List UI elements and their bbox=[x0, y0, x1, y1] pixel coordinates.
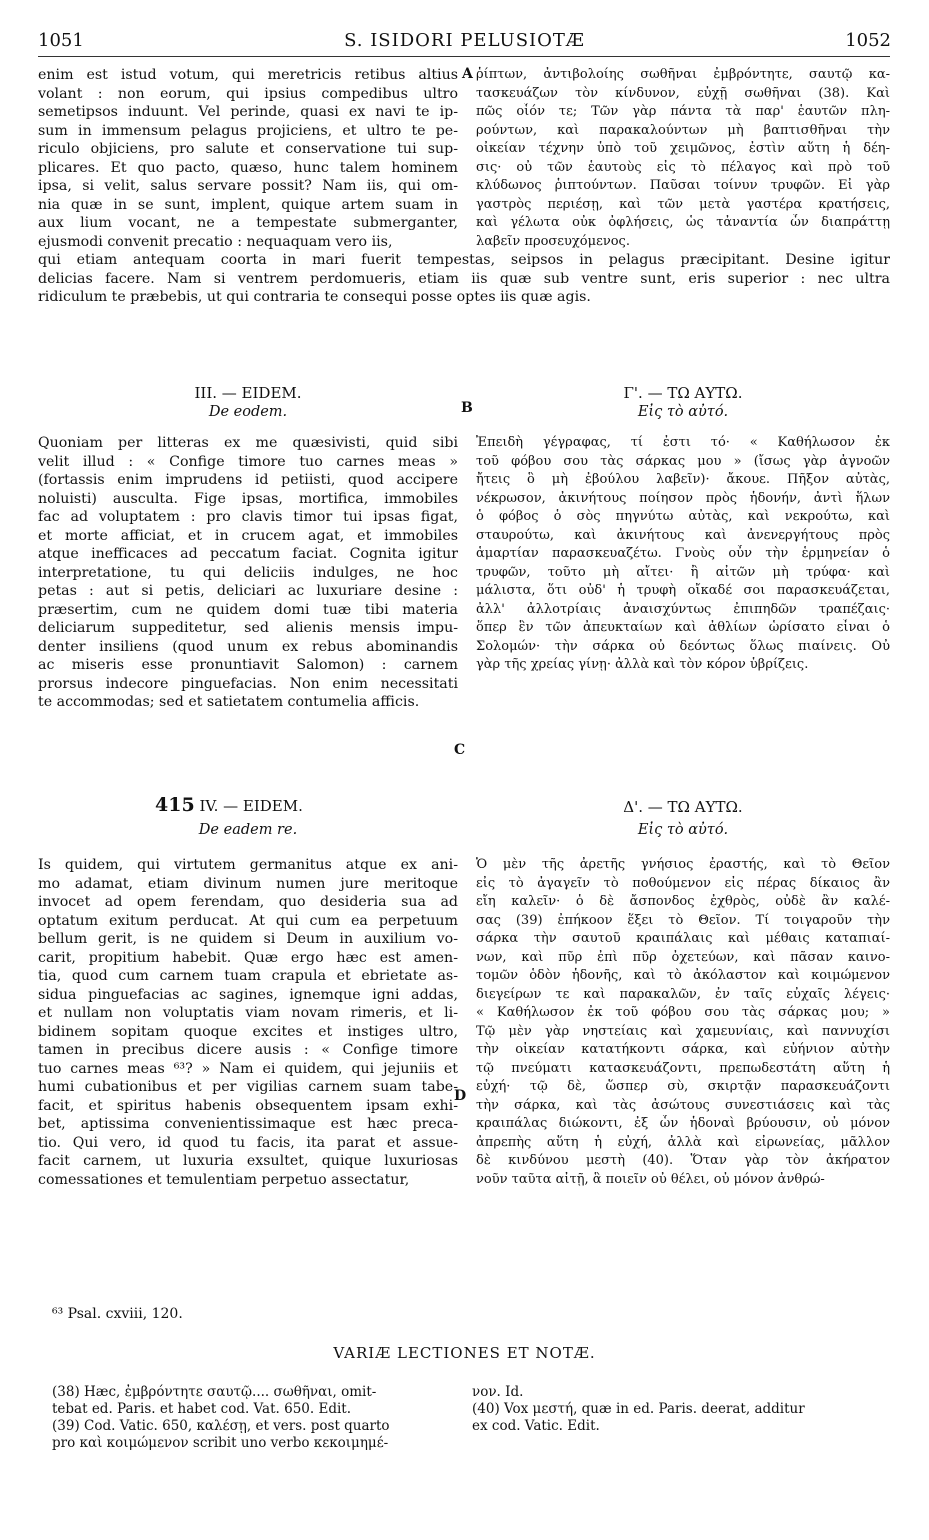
text-line: Is quidem, qui virtutem germanitus atque ex ani- bbox=[38, 857, 458, 873]
section3-greek-column bbox=[476, 434, 890, 675]
text-line: et nullam non voluptatis viam novam rimeris, et li- bbox=[38, 1005, 458, 1021]
section3-greek-subheading: Εἰς τὸ αὐτό. bbox=[637, 404, 729, 420]
margin-letter-d: D bbox=[454, 1088, 467, 1104]
text-line: bidinem sopitam quoque excites et instiges ultro, bbox=[38, 1023, 458, 1040]
text-line: ἀπρεπὴς αὕτη ἡ εὐχή, ἀλλὰ καὶ εἰρωνείας, μᾶλλον bbox=[476, 1134, 890, 1150]
text-line: τοῦ φόβου σου τὰς σάρκας μου » (ἴσως γὰρ ἀγνοῶν bbox=[476, 453, 890, 469]
text-line: (39) Cod. Vatic. 650, καλέσῃ, et vers. post quarto bbox=[52, 1418, 390, 1434]
text-line: εὐχή· τῷ δὲ, ὥσπερ σὺ, σκιρτᾷν παρασκευάζοντι bbox=[476, 1079, 890, 1094]
text-line: fac ad voluptatem : pro clavis timor tui ipsas figat, bbox=[38, 509, 458, 525]
text-line: tio. Qui vero, id quod tu facis, ita parat et assue- bbox=[38, 1134, 458, 1151]
margin-letter-c: C bbox=[454, 742, 466, 758]
text-line: atque inefficaces ad peccatum faciat. Cognita igitur bbox=[38, 546, 458, 562]
text-line: ἀλλ' ἀλλοτρίαις ἀναισχύντως ἐπιπηδῶν τραπέζαις· bbox=[476, 601, 890, 617]
text-line: pro καὶ κοιμώμενον scribit uno verbo κεκοιμημέ- bbox=[52, 1435, 389, 1451]
text-line: denter insiliens (quod unum ex rebus abominandis bbox=[38, 638, 458, 655]
notes-title: VARIÆ LECTIONES ET NOTÆ. bbox=[333, 1344, 596, 1362]
text-line: γαστρὸς περιέσῃ, καὶ τῶν μετὰ γαστέρα κρατήσεις, bbox=[476, 196, 890, 212]
text-line: tamen in precibus dicere ausis : « Confige timore bbox=[38, 1042, 458, 1058]
text-line: γὰρ τῆς χρείας γίνῃ· ἀλλὰ καὶ τὸν κόρον ὑβρίζεις. bbox=[476, 657, 809, 672]
text-line: πῶς οἷόν τε; Τῶν γὰρ πάντα τὰ παρ' ἑαυτῶν πλη- bbox=[476, 104, 890, 119]
text-line: νέκρωσον, ἀκινήτους ποίησον πρὸς ἡδονήν, ἀντὶ ἥλων bbox=[476, 490, 890, 506]
text-line: petas : aut si petis, deliciari ac luxuriare desine : bbox=[38, 583, 458, 599]
text-line: volant : non eorum, qui ipsius compedibus ultro bbox=[38, 85, 458, 102]
margin-letter-b: B bbox=[461, 400, 473, 416]
text-line: οἰκείαν τέχνην ὑπὸ τοῦ χειμῶνος, ἐστὶν αὕτη ἡ δέη- bbox=[476, 141, 890, 156]
text-line: νων, καὶ πῦρ ἐπὶ πῦρ ὀχετεύων, καὶ πᾶσαν καινο- bbox=[476, 949, 890, 965]
page-number-marker: 415 bbox=[155, 794, 195, 816]
text-line: nia quæ in se sunt, implent, quique artem suam in bbox=[38, 196, 458, 213]
text-line: σας (39) ἐπήκοον ἕξει τὸ Θεῖον. Τί τοιγαροῦν τὴν bbox=[476, 912, 890, 928]
footnote: ⁶³ Psal. cxviii, 120. bbox=[52, 1306, 183, 1322]
text-line: et morte afficiat, et in crucem agat, et immobiles bbox=[38, 527, 458, 544]
section3-latin-heading: III. — EIDEM. bbox=[194, 384, 302, 402]
text-line: δὲ κινδύνου μεστὴ (40). Ὅταν γὰρ τὸν ἀκήρατον bbox=[476, 1153, 890, 1168]
text-line: præsertim, cum ne quidem domi tuæ tibi materia bbox=[38, 601, 458, 618]
section4-latin-heading-row bbox=[155, 794, 303, 816]
text-line: ex cod. Vatic. Edit. bbox=[472, 1418, 600, 1434]
text-line: εἴη καλεῖν· ὁ δὲ ἄσπονδος ἐχθρὸς, οὐδὲ ἂν καλέ- bbox=[476, 894, 890, 909]
text-line: διεγείρων τε καὶ παρακαλῶν, ἐν ταῖς εὐχαῖς λέγεις· bbox=[476, 986, 890, 1002]
top-latin-column bbox=[38, 66, 458, 251]
text-line: ejusmodi convenit precatio : nequaquam vero iis, bbox=[38, 233, 393, 250]
text-line: prorsus indecore pinguefacias. Non enim necessitati bbox=[38, 675, 458, 692]
section3-greek-heading: Γ'. — ΤΩ ΑΥΤΩ. bbox=[623, 384, 743, 402]
text-line: ὅπερ ἓν τῶν ἀπευκταίων καὶ ἀθλίων ὡρίσατο εἶναι ὁ bbox=[476, 620, 890, 635]
text-line: deliciarum suppeditetur, sed alienis mensis impu- bbox=[38, 620, 458, 636]
text-line: ridiculum te præbebis, ut qui contraria te consequi posse optes iis quæ agis. bbox=[38, 289, 591, 305]
text-line: carit, propitium habebit. Quæ ergo hæc est amen- bbox=[38, 949, 458, 966]
section4-greek-column bbox=[476, 856, 890, 1189]
text-line: (fortassis enim imprudens id petiisti, quod accipere bbox=[38, 472, 458, 488]
text-line: enim est istud votum, qui meretricis retibus altius bbox=[38, 67, 458, 83]
text-line: mo adamat, etiam divinum numen jure meritoque bbox=[38, 875, 458, 892]
column-number-right: 1052 bbox=[845, 30, 891, 51]
top-greek-column bbox=[476, 66, 890, 251]
text-line: sidua pinguefacias ac sagines, ignemque igni addas, bbox=[38, 986, 458, 1003]
text-line: « Καθήλωσον ἐκ τοῦ φόβου σου τὰς σάρκας μου; » bbox=[476, 1005, 890, 1020]
text-line: noluisti) ausculta. Fige ipsas, mortifica, immobiles bbox=[38, 490, 458, 507]
text-line: qui etiam antequam coorta in mari fuerit tempestas, seipsos in pelagus præcipitant. Desine igitur bbox=[38, 252, 890, 268]
text-line: tebat ed. Paris. et habet cod. Vat. 650. Edit. bbox=[52, 1401, 351, 1417]
text-line: τὴν οἰκείαν κατατήκοντι σάρκα, καὶ εὐήνιον αὐτὴν bbox=[476, 1042, 890, 1057]
text-line: bellum gerit, is ne quidem si Deum in auxilium vo- bbox=[38, 931, 458, 947]
text-line: (38) Hæc, ἐμβρόντητε σαυτῷ.... σωθῆναι, omit- bbox=[52, 1384, 377, 1400]
text-line: ἤτεις ὃ μὴ ἐβούλου λαβεῖν)· ἄκουε. Πῆξον αὐτὰς, bbox=[476, 472, 890, 487]
text-line: ac miseris esse pronuntiavit Salomon) : carnem bbox=[38, 657, 458, 673]
text-line: τὴν σάρκα, καὶ τὰς ἀσώτους συνεστιάσεις καὶ τὰς bbox=[476, 1097, 890, 1113]
section4-greek-heading: Δ'. — ΤΩ ΑΥΤΩ. bbox=[623, 798, 743, 816]
text-line: facit, et spiritus habenis obsequentem ipsam exhi- bbox=[38, 1097, 458, 1114]
text-line: ἁμαρτίαν παρασκευαζέτω. Γνοὺς οὖν τὴν ἑρμηνείαν ὁ bbox=[476, 546, 890, 561]
text-line: sum in immensum pelagus projiciens, et ultro te pe- bbox=[38, 122, 458, 139]
section4-latin-subheading: De eadem re. bbox=[198, 822, 298, 838]
text-line: bet, aptissima convenientissimaque est hæc preca- bbox=[38, 1116, 458, 1132]
section3-latin-column bbox=[38, 434, 458, 712]
text-line: velit illud : « Confige timore tuo carnes meas » bbox=[38, 453, 458, 470]
text-line: riculo objiciens, pro salute et conservatione tui sup- bbox=[38, 141, 458, 157]
text-line: comessationes et temulentiam perpetuo assectatur, bbox=[38, 1171, 410, 1188]
section4-greek-subheading: Εἰς τὸ αὐτό. bbox=[637, 822, 729, 838]
text-line: Ἐπειδὴ γέγραφας, τί ἐστι τό· « Καθήλωσον ἐκ bbox=[476, 435, 890, 450]
top-full-width-text bbox=[38, 251, 890, 307]
column-number-left: 1051 bbox=[38, 30, 84, 51]
notes-left-column bbox=[52, 1384, 458, 1452]
text-line: τομῶν ὁδὸν ἡδονῆς, καὶ τὸ ἀκόλαστον καὶ κοιμώμενον bbox=[476, 968, 890, 983]
text-line: Σολομών· τὴν σάρκα οὐ δεόντως ὅλως πιαίνεις. Οὐ bbox=[476, 638, 890, 654]
text-line: Quoniam per litteras ex me quæsivisti, quid sibi bbox=[38, 435, 458, 451]
text-line: νον. Id. bbox=[472, 1384, 524, 1400]
text-line: ὁ φόβος ὁ σὸς πηγνύτω αὐτὰς, καὶ νεκρούτω, καὶ bbox=[476, 509, 890, 524]
text-line: Ὁ μὲν τῆς ἀρετῆς γνήσιος ἐραστής, καὶ τὸ Θεῖον bbox=[476, 857, 890, 872]
text-line: invocet ad opem ferendam, quo desideria sua ad bbox=[38, 894, 458, 910]
text-line: plicares. Et quo pacto, quæso, hunc talem hominem bbox=[38, 159, 458, 176]
text-line: λαβεῖν προσευχόμενος. bbox=[476, 233, 630, 249]
text-line: καὶ γέλωτα οὐκ ὀφλήσεις, ὡς τἀναντία ὧν διαπράττῃ bbox=[476, 215, 890, 230]
text-line: humi cubationibus et per vigilias carnem suam tabe- bbox=[38, 1079, 458, 1095]
text-line: τῷ πνεύματι κατασκευάζοντι, πρεπωδεστάτη αὕτη ἡ bbox=[476, 1060, 890, 1076]
text-line: νοῦν ταῦτα αἰτῇ, ἃ ποιεῖν οὐ θέλει, οὐ μόνον ἀνθρώ- bbox=[476, 1171, 825, 1187]
text-line: τρυφῶν, τοῦτο μὴ αἴτει· ἢ αἰτῶν μὴ τρύφα· καὶ bbox=[476, 564, 890, 580]
running-title: S. ISIDORI PELUSIOTÆ bbox=[344, 30, 585, 51]
text-line: σταυρούτω, καὶ ἀκινήτους καὶ ἀνενεργήτους πρὸς bbox=[476, 527, 890, 543]
text-line: facit carnem, ut luxuria exsultet, quique luxuriosas bbox=[38, 1153, 458, 1169]
margin-letter-a: A bbox=[462, 66, 473, 82]
text-line: interpretatione, tu qui deliciis indulges, ne hoc bbox=[38, 564, 458, 581]
text-line: semetipsos induunt. Vel perinde, quasi ex navi te ip- bbox=[38, 104, 458, 120]
text-line: κραιπάλας διώκοντι, ἐξ ὧν ἡδοναὶ βρύουσιν, οὐ μόνον bbox=[476, 1116, 890, 1131]
text-line: tuo carnes meas ⁶³? » Nam ei quidem, qui jejuniis et bbox=[38, 1060, 458, 1077]
text-line: optatum exitum perducat. At qui cum ea perpetuum bbox=[38, 912, 458, 929]
text-line: σάρκα τὴν σαυτοῦ κραιπάλαις καὶ μέθαις καταπιαί- bbox=[476, 931, 890, 946]
section4-latin-column bbox=[38, 856, 458, 1189]
notes-right-column bbox=[472, 1384, 890, 1435]
text-line: ρούντων, καὶ παρακαλούντων μὴ βαπτισθῆναι τὴν bbox=[476, 122, 890, 138]
text-line: ipsa, si velit, salus servare possit? Nam iis, qui om- bbox=[38, 178, 458, 194]
text-line: εἰς τὸ ἀγαγεῖν τὸ ποθούμενον εἰς πέρας δίκαιος ἂν bbox=[476, 875, 890, 891]
text-line: aux lium vocant, ne a tempestate submerganter, bbox=[38, 215, 458, 231]
text-line: κλύδωνος ῥιπτούντων. Παῦσαι τοίνυν τρυφῶν. Εἰ γὰρ bbox=[476, 178, 890, 193]
section4-latin-heading: IV. — EIDEM. bbox=[199, 797, 303, 815]
section3-latin-subheading: De eodem. bbox=[208, 404, 288, 420]
text-line: te accommodas; sed et satietatem contumelia afficis. bbox=[38, 694, 420, 710]
text-line: τασκευάζων τὸν κίνδυνον, εὐχῇ σωθῆναι (38). Καὶ bbox=[476, 85, 890, 101]
text-line: (40) Vox μεστή, quæ in ed. Paris. deerat, additur bbox=[472, 1401, 805, 1417]
header-rule bbox=[38, 56, 890, 57]
text-line: μάλιστα, ὅτι οὐδ' ἡ τρυφὴ οἴκαδέ σοι παρασκευάζεται, bbox=[476, 583, 890, 598]
text-line: Τῷ μὲν γὰρ νηστείαις καὶ χαμευνίαις, καὶ παννυχίσι bbox=[476, 1023, 890, 1039]
text-line: delicias facere. Nam si ventrem perdomueris, etiam iis quæ sub ventre sunt, eris superior : nec ultra bbox=[38, 270, 890, 287]
text-line: tia, quod cum carnem tuam crapula et ebrietate as- bbox=[38, 968, 458, 984]
text-line: ῥίπτων, ἀντιβολοίης σωθῆναι ἐμβρόντητε, σαυτῷ κα- bbox=[476, 67, 890, 82]
text-line: σις· οὐ τῶν ἑαυτοὺς εἰς τὸ πέλαγος καὶ πρὸ τοῦ bbox=[476, 159, 890, 175]
